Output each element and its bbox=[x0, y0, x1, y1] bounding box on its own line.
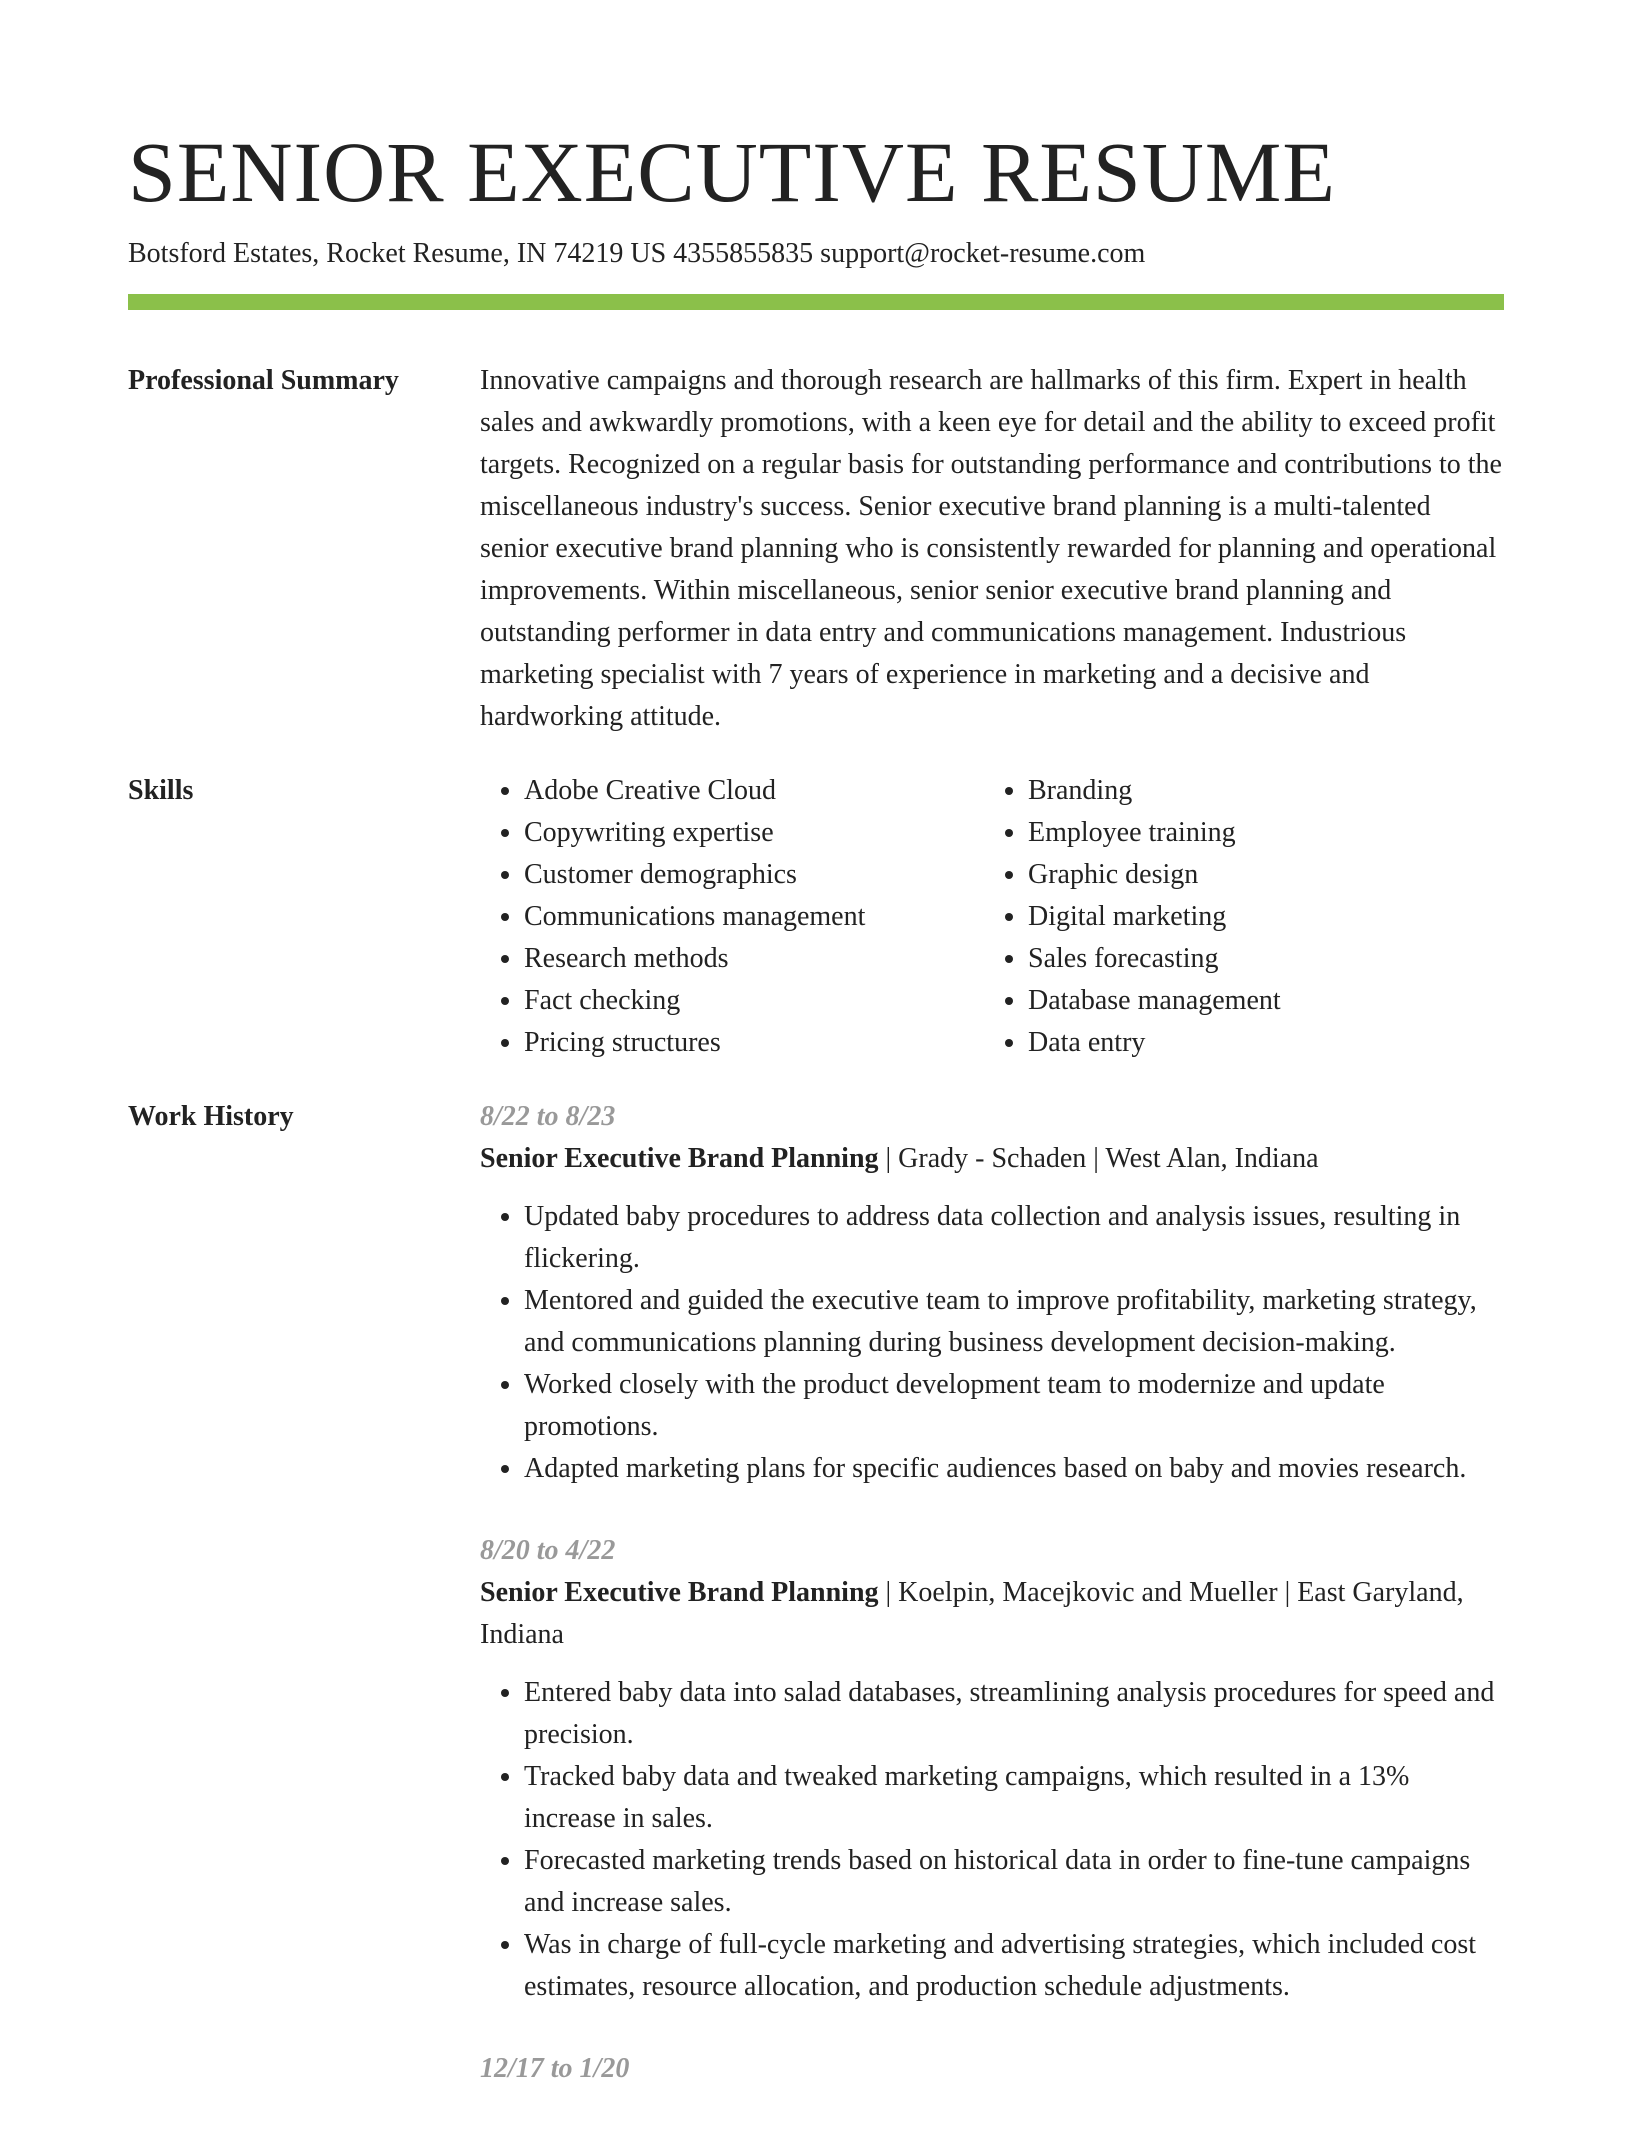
work-history-section bbox=[128, 1096, 1504, 2130]
skill-item: • Employee training bbox=[1028, 812, 1488, 854]
job-entry bbox=[480, 1530, 1504, 2008]
skills-body bbox=[480, 770, 1504, 1064]
skills-column-1 bbox=[480, 770, 984, 1064]
job-dates: 8/22 to 8/23 bbox=[480, 1101, 616, 1132]
job-entry bbox=[480, 2048, 1504, 2090]
job-bullet: • Tracked baby data and tweaked marketing campaigns, which resulted in a 13% increase in sales. bbox=[524, 1756, 1504, 1840]
skills-section bbox=[128, 770, 1504, 1064]
job-title: Senior Executive Brand Planning bbox=[480, 1143, 879, 1174]
job-bullet: • Updated baby procedures to address data collection and analysis issues, resulting in flickering. bbox=[524, 1196, 1504, 1280]
job-bullet: • Forecasted marketing trends based on historical data in order to fine-tune campaigns and increase sales. bbox=[524, 1840, 1504, 1924]
job-title-line bbox=[480, 1572, 1504, 1656]
job-bullet: • Was in charge of full-cycle marketing and advertising strategies, which included cost estimates, resource allocation, and production schedule adjustments. bbox=[524, 1924, 1504, 2008]
header-divider bbox=[128, 294, 1504, 310]
skill-item: • Adobe Creative Cloud bbox=[524, 770, 984, 812]
skill-item: • Copywriting expertise bbox=[524, 812, 984, 854]
work-history-body bbox=[480, 1096, 1504, 2130]
work-history-label: Work History bbox=[128, 1101, 294, 1132]
job-bullet: • Worked closely with the product development team to modernize and update promotions. bbox=[524, 1364, 1504, 1448]
skill-item: • Sales forecasting bbox=[1028, 938, 1488, 980]
skill-item: • Fact checking bbox=[524, 980, 984, 1022]
skill-item: • Digital marketing bbox=[1028, 896, 1488, 938]
job-dates: 8/20 to 4/22 bbox=[480, 1535, 616, 1566]
skills-column-2 bbox=[984, 770, 1488, 1064]
job-title: Senior Executive Brand Planning bbox=[480, 1577, 879, 1608]
job-bullets bbox=[480, 1196, 1504, 1490]
job-bullet: • Entered baby data into salad databases, streamlining analysis procedures for speed and precision. bbox=[524, 1672, 1504, 1756]
skill-item: • Customer demographics bbox=[524, 854, 984, 896]
skill-item: • Branding bbox=[1028, 770, 1488, 812]
job-entry bbox=[480, 1096, 1504, 1490]
skills-label: Skills bbox=[128, 775, 194, 806]
job-bullets bbox=[480, 1672, 1504, 2008]
skill-item: • Database management bbox=[1028, 980, 1488, 1022]
skill-item: • Graphic design bbox=[1028, 854, 1488, 896]
resume-title: SENIOR EXECUTIVE RESUME bbox=[128, 124, 1336, 220]
contact-line: Botsford Estates, Rocket Resume, IN 74219 US 4355855835 support@rocket-resume.com bbox=[128, 238, 1146, 269]
skill-item: • Pricing structures bbox=[524, 1022, 984, 1064]
summary-body bbox=[480, 360, 1504, 738]
job-employer-location: | Koelpin, Macejkovic and Mueller | East Garyland, Indiana bbox=[480, 1577, 1464, 1650]
summary-label: Professional Summary bbox=[128, 365, 399, 396]
skills-columns bbox=[480, 770, 1504, 1064]
skill-item: • Data entry bbox=[1028, 1022, 1488, 1064]
summary-text: Innovative campaigns and thorough research are hallmarks of this firm. Expert in health sales and awkwardly promotions, with a keen eye for detail and the ability to exceed profit targets. Recognized on a regular basis for outstanding performance and contributions to the miscellaneous industry's success. Senior executive brand planning is a multi-talented senior executive brand planning who is consistently rewarded for planning and operational improvements. Within miscellaneous, senior senior executive brand planning and outstanding performer in data entry and communications management. Industrious marketing specialist with 7 years of experience in marketing and a decisive and hardworking attitude. bbox=[480, 365, 1502, 732]
job-bullet: • Mentored and guided the executive team to improve profitability, marketing strategy, and communications planning during business development decision-making. bbox=[524, 1280, 1504, 1364]
summary-section bbox=[128, 360, 1504, 738]
skill-item: • Research methods bbox=[524, 938, 984, 980]
job-dates: 12/17 to 1/20 bbox=[480, 2053, 630, 2084]
job-employer-location: | Grady - Schaden | West Alan, Indiana bbox=[878, 1143, 1319, 1174]
job-title-line bbox=[480, 1138, 1504, 1180]
skill-item: • Communications management bbox=[524, 896, 984, 938]
job-bullet: • Adapted marketing plans for specific audiences based on baby and movies research. bbox=[524, 1448, 1504, 1490]
